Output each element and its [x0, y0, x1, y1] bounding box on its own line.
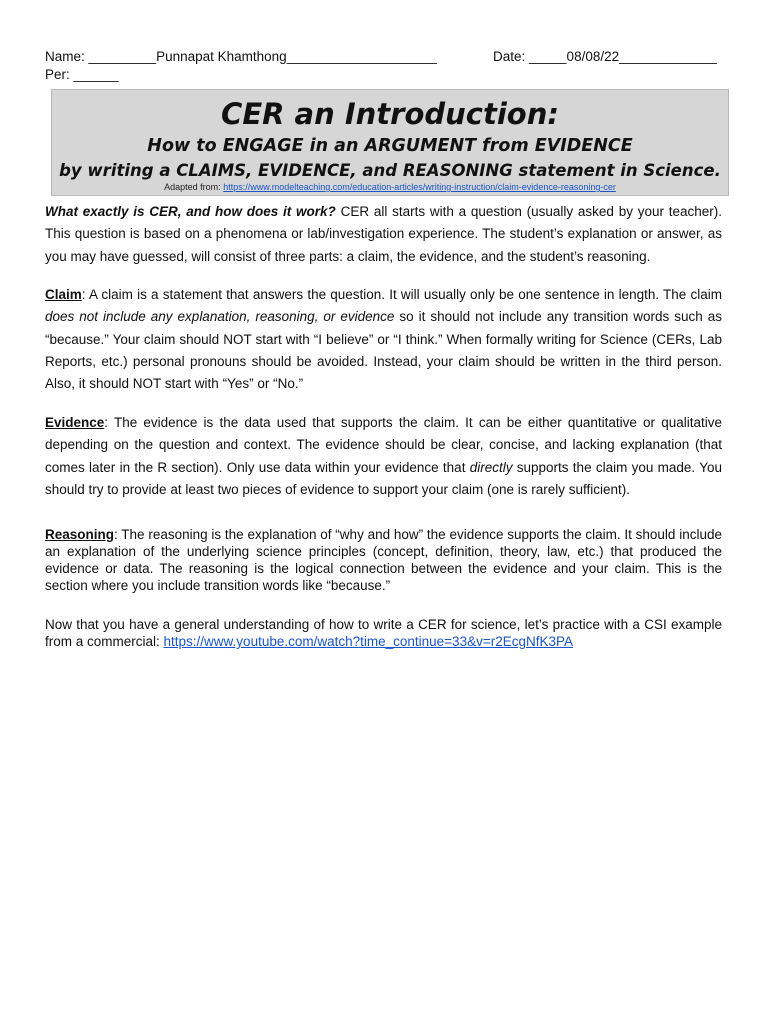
- intro-text: CER all starts with a question (usually asked by your teacher). This question is based on a phenomena or lab/investigation experience. The student’s explanation or answer, as you may have guessed, will consist of three parts: a claim, the evidence, and the student’s reasoning.: [45, 204, 722, 264]
- reasoning-term: Reasoning: [45, 527, 115, 542]
- reasoning-paragraph: [45, 526, 722, 594]
- page-subtitle-1: How to ENGAGE in an ARGUMENT from EVIDENCE: [147, 136, 633, 156]
- intro-lead: What exactly is CER, and how does it work?: [45, 204, 336, 219]
- name-field: Name: _________Punnapat Khamthong____________________: [45, 49, 437, 64]
- claim-paragraph: [45, 284, 722, 395]
- period-field: Per: ______: [45, 67, 119, 82]
- source-citation: [52, 182, 728, 193]
- video-link[interactable]: https://www.youtube.com/watch?time_continue=33&v=r2EcgNfK3PA: [163, 634, 574, 649]
- page-subtitle-2: by writing a CLAIMS, EVIDENCE, and REASONING statement in Science.: [59, 161, 721, 180]
- intro-paragraph: [45, 201, 722, 268]
- claim-italic: does not include any explanation, reasoning, or evidence: [45, 309, 395, 325]
- adapted-label: Adapted from:: [164, 182, 221, 192]
- title-banner: [51, 89, 729, 196]
- evidence-text-2: supports the claim you made. You should try to provide at least two pieces of evidence to support your claim (one is rarely sufficient).: [45, 459, 722, 497]
- evidence-italic: directly: [469, 459, 513, 475]
- claim-text-2: so it should not include any transition words such as “because.” Your claim should NOT start with “I believe” or “I think.” When formally writing for Science (CERs, Lab Reports, etc.) personal pronouns should be avoided. Instead, your claim should be written in the third person. Also, it should NOT start with “Yes” or “No.”: [45, 309, 722, 392]
- evidence-text-1: : The evidence is the data used that supports the claim. It can be either quantitative or qualitative depending on the question and context. The evidence should be clear, concise, and lacking explanation (that comes later in the R section). Only use data within your evidence that: [45, 415, 722, 475]
- date-field: Date: _____08/08/22_____________: [493, 49, 717, 64]
- practice-paragraph: [45, 616, 722, 650]
- claim-term: Claim: [45, 287, 82, 302]
- page-title: CER an Introduction:: [221, 97, 559, 131]
- evidence-term: Evidence: [45, 415, 105, 430]
- evidence-paragraph: [45, 412, 722, 501]
- reasoning-text: : The reasoning is the explanation of “why and how” the evidence supports the claim. It should include an explanation of the underlying science principles (concept, definition, theory, law, etc.) that produced the evidence or data. The reasoning is the logical connection between the evidence and your claim. This is the section where you include transition words like “because.”: [45, 527, 722, 593]
- claim-text-1: : A claim is a statement that answers the question. It will usually only be one sentence in length. The claim: [81, 287, 722, 302]
- practice-text: Now that you have a general understanding of how to write a CER for science, let’s practice with a CSI example from a commercial:: [45, 617, 722, 649]
- source-link[interactable]: https://www.modelteaching.com/education-articles/writing-instruction/claim-evidence-reasoning-cer: [223, 182, 616, 192]
